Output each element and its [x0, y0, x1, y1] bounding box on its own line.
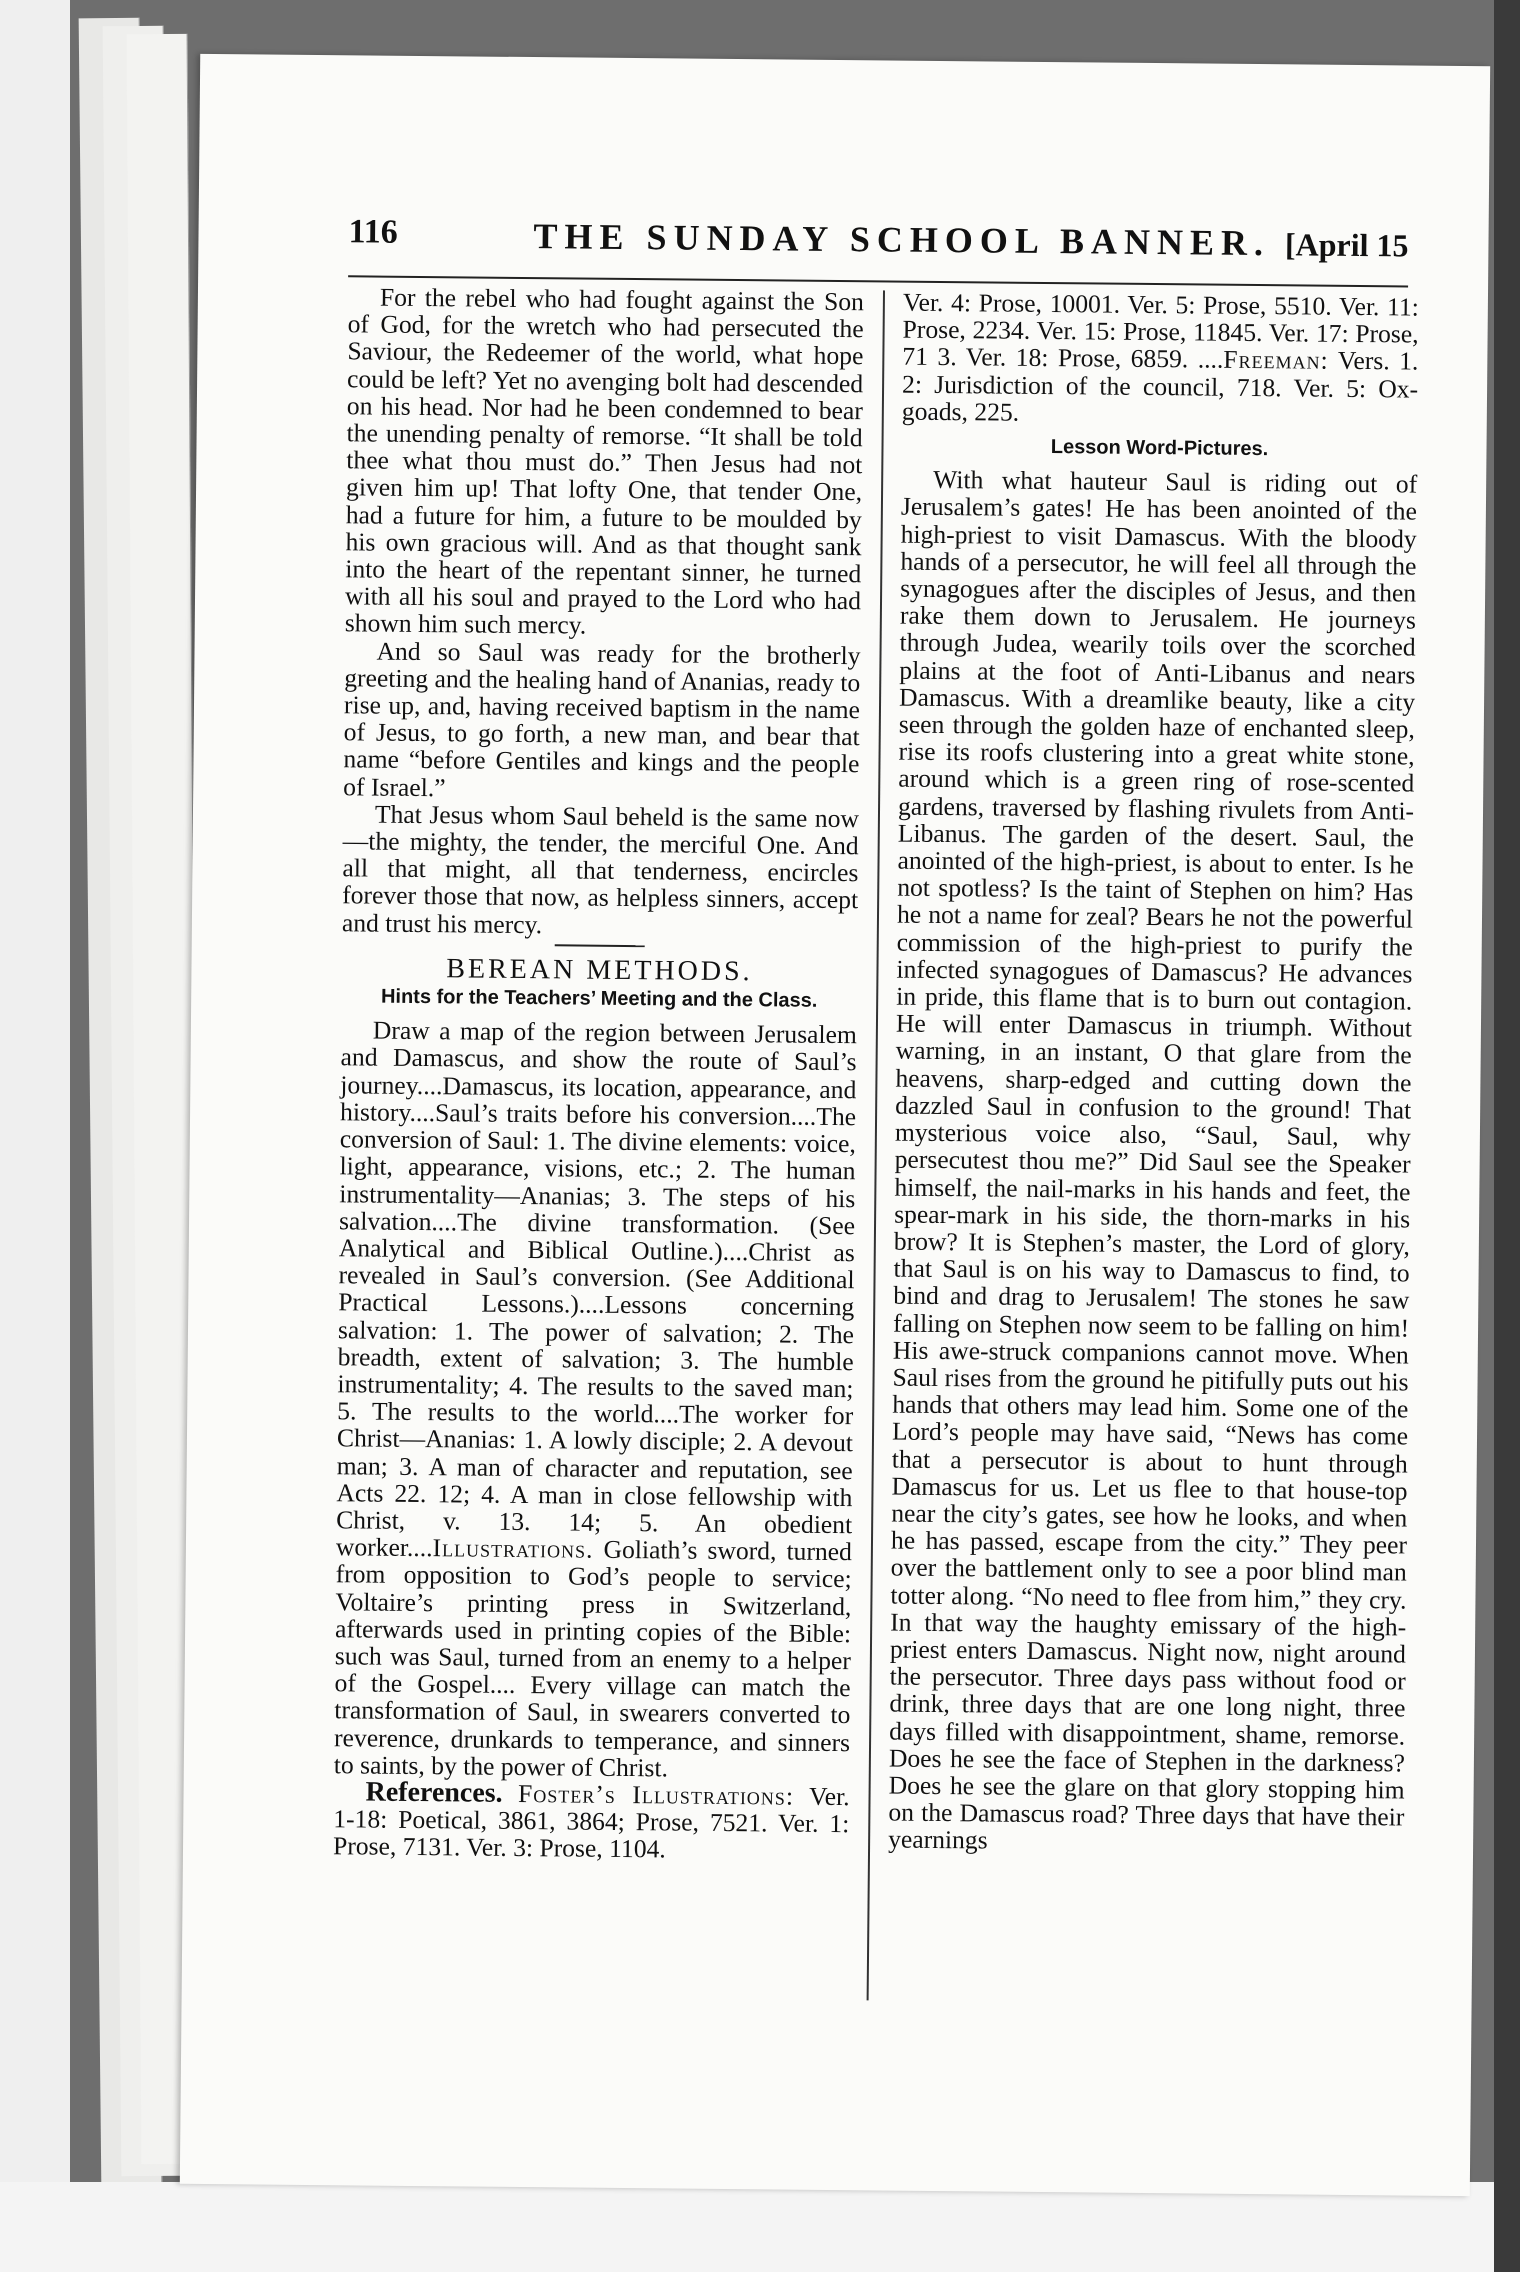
body-paragraph: That Jesus whom Saul beheld is the same now—the mighty, the tender, the merciful One. And all that might, all that tenderness, encircles forever those that now, as helpless sinners, accept and trust his mercy.	[341, 799, 860, 939]
section-subtitle: Hints for the Teachers’ Meeting and the Class.	[380, 985, 818, 1012]
freeman-text: Vers. 1. 2: Jurisdiction of the council, 718. Ver. 5: Ox-goads, 225.	[901, 346, 1419, 427]
right-column	[888, 289, 1419, 1858]
body-paragraph: For the rebel who had fought against the Son of God, for the wretch who had persecuted the Saviour, the Redeemer of the world, what hope could be left? Yet no avenging bolt had descended on his head. Nor had he been condemned to bear the unending penalty of remorse. “It shall be told thee what thou must do.” Then Jesus had not given him up! That lofty One, that tender One, had a future for him, a future to be moulded by his own gracious will. And as that thought sank into the heart of the repentant sinner, he turned with all his soul and prayed to the Lord who had shown him such mercy.	[344, 282, 865, 641]
book-gutter-shadow	[1494, 0, 1520, 2272]
references-text: Ver. 1-18: Poetical, 3861, 3864; Prose, 7521. Ver. 1: Prose, 7131. Ver. 3: Prose, 1104.	[332, 1781, 850, 1864]
page-header	[348, 205, 1409, 275]
section-divider	[555, 944, 645, 947]
running-title: THE SUNDAY SCHOOL BANNER.	[533, 216, 1271, 264]
book-page	[180, 54, 1490, 2196]
word-pictures-heading: Lesson Word-Pictures.	[1050, 436, 1269, 461]
references-continued-text: Ver. 4: Prose, 10001. Ver. 5: Prose, 5510. Ver. 11: Prose, 2234. Ver. 15: Prose, 11845. Ver. 17: Prose, 71 3. Ver. 18: Prose, 6859. ....	[902, 287, 1420, 375]
word-pictures-paragraph: With what hauteur Saul is riding out of Jerusalem’s gates! He has been anointed of the high-priest to visit Damascus. With the bloody hands of a persecutor, he will feel all through the synagogues after the disciples of Jesus, and then rake them down to Jerusalem. He journeys through Judea, wearily toils over the scorched plains at the foot of Anti-Libanus and nears Damascus. With a dreamlike beauty, like a city seen through the golden haze of enchanted sleep, rise its roofs clustering into a great white stone, around which is a green ring of rose-scented gardens, traversed by flashing rivulets from Anti-Libanus. The garden of the desert. Saul, the anointed of the high-priest, is about to enter. Is he not spotless? Is the taint of Stephen on him? Has he not a name for zeal? Bears he not the powerful commission of the high-priest to purify the infected synagogues of Damascus? He advances in pride, this flame that is to burn out contagion. He will enter Damascus in triumph. Without warning, in an instant, O that glare from the heavens, sharp-edged and cutting down the dazzled Saul in confusion to the ground! That mysterious voice also, “Saul, Saul, why persecutest thou me?” Did Saul see the Speaker himself, the nail-marks in his hands and feet, the spear-mark in his side, the thorn-marks in his brow? It is Stephen’s master, the Lord of glory, that Saul is on his way to Damascus to find, to bind and drag to Jerusalem! The stones he saw falling on Stephen now seem to be falling on him! His awe-struck companions cannot move. When Saul rises from the ground he pitifully puts out his hands that others may lead him. Some one of the Lord’s people may have said, “News has come that a persecutor is about to hunt through Damascus for us. Let us flee to that house-top near the city’s gates, see how he looks, and when he has passed, escape from the city.” They peer over the battlement only to see a poor blind man totter along. “No need to flee from him,” they cry. In that way the haughty emissary of the high-priest enters Damascus. Night now, night around the persecutor. Three days pass without food or drink, three days that are one long night, three days filled with disappointment, shame, remorse. Does he see the face of Stephen in the darkness? Does he see the glare on that glory stopping him on the Damascus road? Three days that have their yearnings	[888, 465, 1418, 1855]
methods-paragraph	[334, 1017, 857, 1784]
references-paragraph	[333, 1778, 850, 1865]
page-number: 116	[348, 213, 398, 251]
issue-date: [April 15	[1284, 226, 1409, 264]
background-surface	[0, 2182, 1520, 2272]
illustrations-label: Illustrations.	[432, 1533, 594, 1564]
methods-text: Draw a map of the region between Jerusalem and Damascus, and show the route of Saul’s journey....Damascus, its location, appearance, and history....Saul’s traits before his conversion....The conversion of Saul: 1. The divine elements: voice, light, appearance, visions, etc.; 2. The human instrumentality—Ananias; 3. The steps of his salvation....The divine transformation. (See Analytical and Biblical Outline.)....Christ as revealed in Saul’s conversion. (See Additional Practical Lessons.)....Lessons concerning salvation: 1. The power of salvation; 2. The breadth, extent of salvation; 3. The humble instrumentality; 4. The results to the saved man; 5. The results to the world....The worker for Christ—Ananias: 1. A lowly disciple; 2. A devout man; 3. A man of character and reputation, see Acts 22. 12; 4. A man in close fellowship with Christ, v. 13. 14; 5. An obedient worker....	[335, 1015, 858, 1563]
references-source: Foster’s Illustrations:	[517, 1778, 795, 1811]
illustrations-text: Goliath’s sword, turned from opposition to God’s people to service; Voltaire’s printing press in Switzerland, afterwards used in printing copies of the Bible: such was Saul, turned from an enemy to a helper of the Gospel.... Every village can match the transformation of Saul, in swearers converted to reverence, drunkards to temperance, and sinners to saints, by the power of Christ.	[333, 1534, 853, 1783]
freeman-label: Freeman:	[1223, 345, 1329, 376]
column-divider	[867, 290, 885, 2000]
left-column	[333, 283, 864, 1864]
references-lead: References.	[365, 1776, 503, 1809]
section-title: BEREAN METHODS.	[446, 953, 753, 988]
references-continued	[902, 289, 1419, 430]
body-paragraph: And so Saul was ready for the brotherly greeting and the healing hand of Ananias, ready to rise up, and, having received baptism in the name of Jesus, to go forth, a new man, and bear that name “before Gentiles and kings and the people of Israel.”	[343, 636, 861, 802]
background-surface	[0, 0, 70, 2272]
